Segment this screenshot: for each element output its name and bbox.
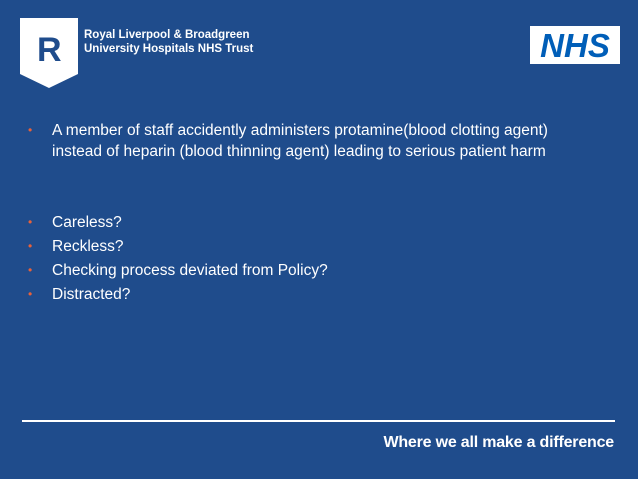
scenario-text: A member of staff accidently administers protamine(blood clotting agent) instead of heparin (blood thinning agent) leading to serious patient harm bbox=[52, 122, 548, 160]
bullet-icon: • bbox=[28, 263, 33, 277]
trust-name-line1: Royal Liverpool & Broadgreen bbox=[84, 29, 250, 41]
scenario-item bbox=[24, 120, 584, 162]
question-text: Reckless? bbox=[52, 238, 124, 255]
question-item bbox=[24, 236, 584, 257]
question-item bbox=[24, 284, 584, 305]
nhs-logo bbox=[530, 26, 620, 64]
question-text: Checking process deviated from Policy? bbox=[52, 262, 328, 279]
footer-divider bbox=[22, 420, 615, 422]
question-text: Distracted? bbox=[52, 286, 131, 303]
scenario-list bbox=[24, 120, 584, 162]
trust-badge-icon bbox=[20, 18, 78, 88]
trust-logo bbox=[20, 18, 260, 88]
trust-name bbox=[84, 28, 253, 56]
question-item bbox=[24, 212, 584, 233]
question-text: Careless? bbox=[52, 214, 122, 231]
slide-content bbox=[24, 120, 584, 308]
bullet-icon: • bbox=[28, 239, 33, 253]
trust-name-line2: University Hospitals NHS Trust bbox=[84, 43, 254, 55]
nhs-logo-text: NHS bbox=[540, 27, 610, 64]
badge-letter: R bbox=[37, 31, 62, 69]
bullet-icon: • bbox=[28, 215, 33, 229]
bullet-icon: • bbox=[28, 287, 33, 301]
question-item bbox=[24, 260, 584, 281]
question-list bbox=[24, 212, 584, 305]
footer-tagline: Where we all make a difference bbox=[383, 434, 614, 451]
bullet-icon: • bbox=[28, 123, 33, 137]
